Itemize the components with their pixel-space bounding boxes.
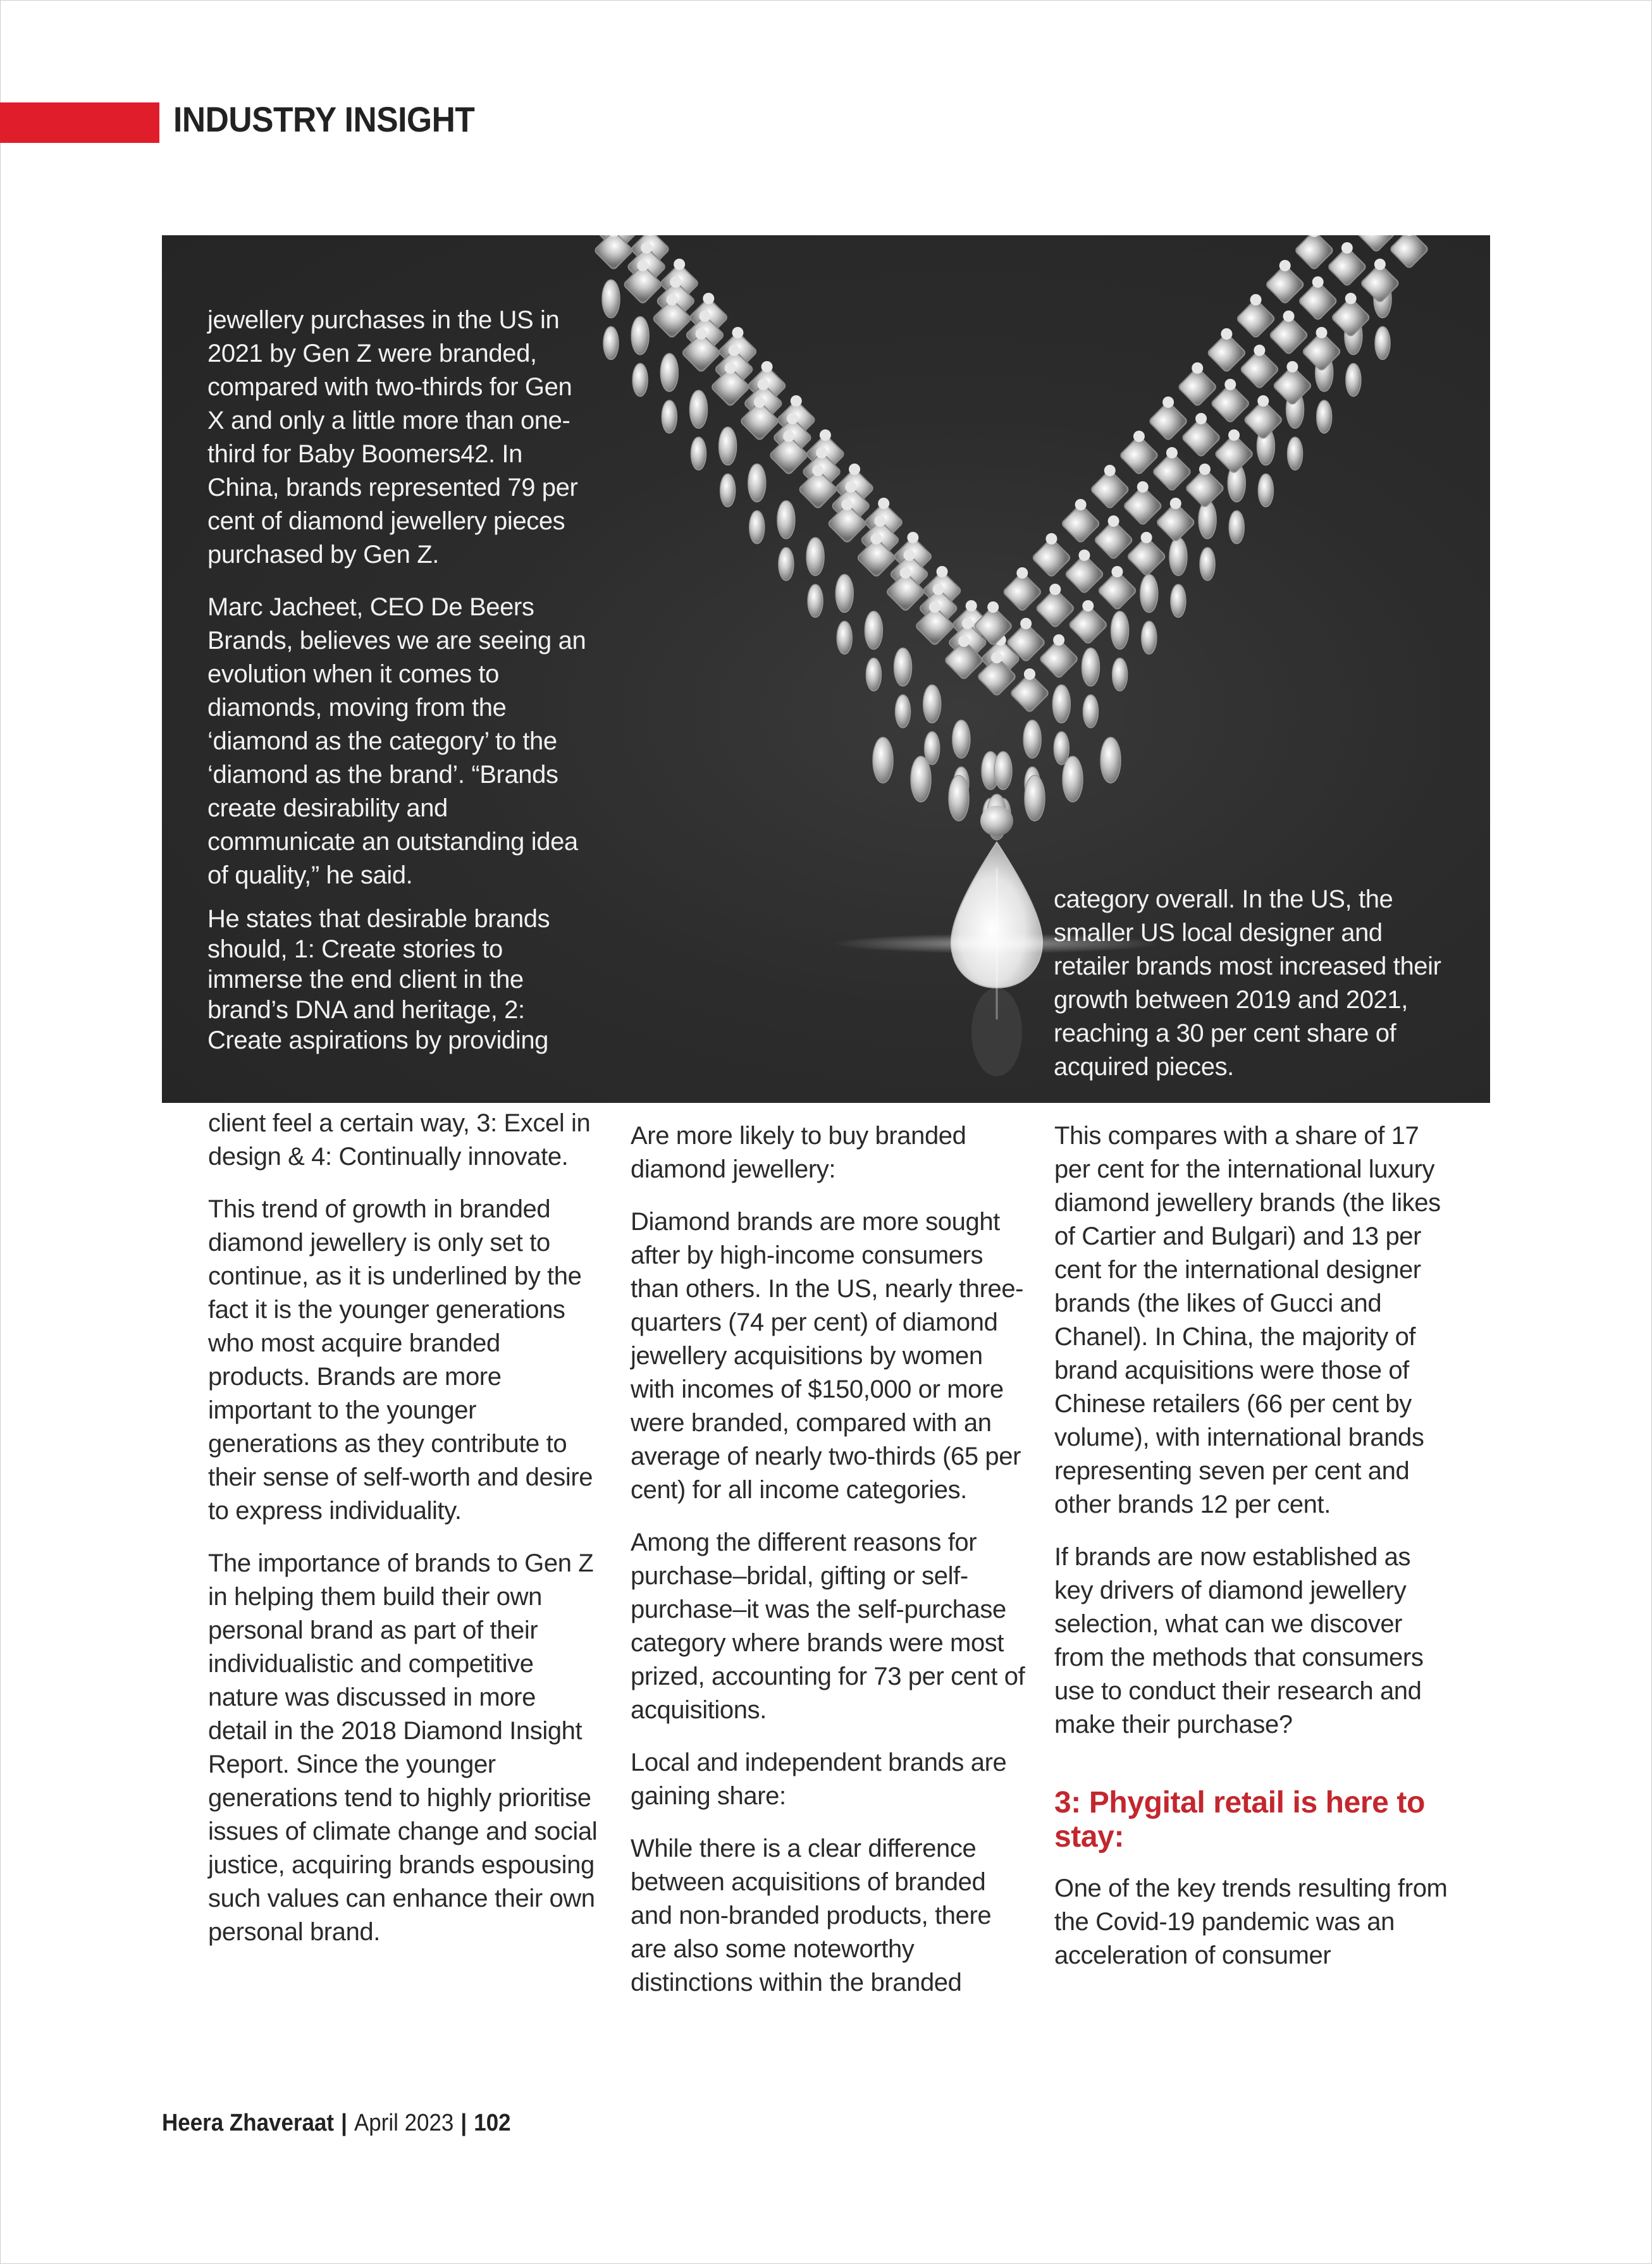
necklace-bead [1195,413,1207,424]
necklace-bead [1045,533,1057,544]
body-paragraph: Are more likely to buy branded diamond jewellery: [631,1122,966,1183]
necklace-drop-gem [837,621,852,654]
necklace-bead [1221,328,1232,340]
necklace-bead [1312,276,1324,288]
necklace-bead [874,515,885,527]
necklace-bead [1199,464,1211,475]
necklace-bead [1192,362,1203,374]
body-paragraph: Among the different reasons for purchase–bridal, gifting or self-purchase–it was the self-purchase category where brands were most prized, accounting for 73 per cent of acquisitions. [631,1529,1025,1724]
necklace-bead [1279,260,1291,271]
necklace-drop-gem [1169,538,1187,575]
necklace-bead [696,328,707,340]
necklace-bead [849,464,860,475]
column-1 [208,1107,600,1968]
necklace-bead [1104,465,1116,476]
necklace-drop-gem [1100,737,1121,783]
necklace-bead [791,395,802,407]
necklace-bead [725,362,736,374]
necklace-bead [1141,532,1152,543]
necklace-bead [1053,634,1064,646]
necklace-drop-gem [689,390,707,428]
footer-publication: Heera Zhaveraat [162,2110,335,2136]
necklace-drop-gem [1375,327,1390,360]
hero-paragraph: He states that desirable brands should, 1: Create stories to immerse the end client in the brand’s DNA and heritage, 2: Create aspirations by providing [207,905,550,1054]
necklace-bead [1374,259,1386,270]
necklace-bead [1078,550,1090,561]
necklace-square-gem [565,235,604,236]
necklace-bead [754,397,765,408]
necklace-drop-gem [1288,437,1303,470]
necklace-drop-gem [1199,501,1216,539]
necklace-bead [641,242,652,254]
necklace-bead [1224,379,1236,390]
necklace-bead [816,447,827,458]
necklace-bead [637,260,648,271]
necklace-drop-gem [1063,756,1083,802]
body-paragraph: While there is a clear difference between acquisitions of branded and non-branded products, there are also some noteworthy distinctions within the branded [631,1835,992,1996]
necklace-drop-gem [808,584,823,617]
necklace-drop-gem [1142,621,1157,654]
necklace-bead [845,481,856,493]
necklace-bead [1137,481,1149,493]
column-3 [1054,1119,1453,1991]
necklace-bead [1283,311,1295,322]
necklace-bead [729,345,740,356]
necklace-drop-gem [662,400,677,433]
necklace-drop-gem [911,756,931,802]
necklace-square-gem [1357,235,1396,252]
necklace-drop-gem [1229,511,1244,544]
necklace-bead [1016,567,1028,579]
necklace-bead [1345,293,1357,304]
necklace-drop-gem [925,732,940,765]
necklace-drop-gem [896,695,911,728]
necklace-bead [820,429,831,441]
page-footer: Heera Zhaveraat | April 2023 | 102 [162,2110,511,2136]
necklace-drop-gem [806,538,824,575]
body-paragraph: This trend of growth in branded diamond jewellery is only set to continue, as it is underlined by the fact it is the younger generations who most acquire branded products. Brands are more important to the younger generations as they contribute to their sense of self-worth and desire to express individuality. [208,1195,593,1525]
necklace-bead [958,636,970,647]
necklace-bead [732,327,743,338]
necklace-bead [1075,499,1087,510]
necklace-drop-gem [720,474,736,507]
necklace-bead [1133,431,1145,442]
section-title: INDUSTRY INSIGHT [173,99,475,139]
necklace-bead [871,533,882,544]
necklace-drop-gem [1052,685,1070,723]
necklace-square-gem [1390,235,1429,269]
section-subheading: 3: Phygital retail is here to stay: [1054,1786,1425,1854]
necklace-gems [565,235,1429,840]
necklace-bead [987,601,999,613]
necklace-drop-gem [1083,695,1098,728]
necklace-bead [1166,447,1178,458]
necklace-drop-gem [1258,474,1273,507]
necklace-bead [991,652,1002,663]
necklace-bead [1024,668,1035,680]
necklace-drop-gem [660,354,678,391]
body-paragraph: Diamond brands are more sought after by high-income consumers than others. In the US, nearly three-quarters (74 per cent) of diamond jewellery acquisitions by women with incomes of $150,000 or more were branded, compared with an average of nearly two-thirds (65 per cent) for all income categories. [631,1208,1024,1504]
necklace-bead [1108,515,1119,527]
necklace-drop-gem [894,648,912,686]
necklace-drop-gem [1023,720,1041,758]
necklace-drop-gem [835,574,853,612]
pendant-link [980,806,1013,836]
necklace-bead [761,361,773,372]
necklace-drop-gem [779,548,794,581]
body-paragraph: client feel a certain way, 3: Excel in design & 4: Continually innovate. [208,1109,591,1171]
necklace-bead [841,499,853,510]
necklace-bead [1020,618,1032,629]
necklace-drop-gem [1140,574,1158,612]
necklace-bead [933,584,944,595]
necklace-bead [962,618,973,629]
necklace-drop-gem [873,737,893,783]
necklace-bead [783,431,794,442]
necklace-drop-gem [602,280,620,318]
necklace-bead [1228,429,1240,441]
necklace-drop-gem [994,752,1012,790]
necklace-drop-gem [719,427,737,465]
necklace-bead [674,259,685,270]
necklace-square-gem [1324,235,1363,236]
necklace-square-gem [1295,235,1334,270]
necklace-bead [1250,294,1262,305]
necklace-drop-gem [952,720,970,758]
necklace-bead [1316,327,1328,338]
necklace-drop-gem [631,317,649,355]
necklace-bead [966,600,977,612]
necklace-bead [929,601,940,613]
necklace-drop-gem [865,612,882,649]
hero-paragraph: jewellery purchases in the US in 2021 by Gen Z were branded, compared with two-thirds for Gen X and only a little more than one-third for Baby Boomers42. In China, brands represented 79 per cent of diamond jewellery pieces purchased by Gen Z. [207,306,578,569]
necklace-drop-gem [1111,612,1129,649]
section-accent-bar [0,102,159,143]
necklace-bead [758,379,769,390]
necklace-drop-gem [749,511,765,544]
necklace-drop-gem [923,685,941,723]
necklace-drop-gem [691,437,706,470]
body-paragraph: If brands are now established as key drivers of diamond jewellery selection, what can we discover from the methods that consumers use to conduct their research and make their purchase? [1054,1543,1424,1738]
necklace-bead [1170,498,1181,509]
necklace-drop-gem [632,364,648,397]
necklace-drop-gem [1346,364,1361,397]
necklace-bead [1082,600,1094,612]
necklace-drop-gem [1054,732,1069,765]
necklace-drop-gem [866,658,881,691]
hero-text-right [1054,883,1446,1103]
body-paragraph: This compares with a share of 17 per cent for the international luxury diamond jewellery brands (the likes of Cartier and Bulgari) and 13 per cent for the international designer brands (the likes of Gucci and Chanel). In China, the majority of brand acquisitions were those of Chinese retailers (66 per cent by volume), with international brands representing seven per cent and other brands 12 per cent. [1054,1122,1441,1518]
necklace-drop-gem [1317,400,1332,433]
necklace-drop-gem [777,501,795,539]
body-paragraph: The importance of brands to Gen Z in helping them build their own personal brand as part of their individualistic and competitive nature was discussed in more detail in the 2018 Diamond Insight Report. Since the younger generations tend to highly prioritise issues of climate change and social justice, acquiring brands espousing such values can enhance their own personal brand. [208,1549,598,1946]
necklace-bead [1257,395,1269,407]
necklace-bead [1286,361,1298,372]
hero-paragraph: category overall. In the US, the smaller US local designer and retailer brands most increased their growth between 2019 and 2021, reaching a 30 per cent share of acquired pieces. [1054,885,1441,1081]
necklace-drop-gem [1200,548,1215,581]
necklace-drop-gem [1082,648,1099,686]
body-paragraph: Local and independent brands are gaining share: [631,1749,1007,1810]
necklace-bead [1162,397,1174,408]
necklace-bead [1254,345,1265,356]
necklace-bead [1341,242,1353,254]
footer-page-number: 102 [474,2110,511,2136]
necklace-bead [670,276,681,288]
necklace-bead [699,311,710,322]
necklace-drop-gem [603,327,619,360]
necklace-drop-gem [748,464,766,502]
necklace-bead [703,293,714,304]
footer-date: April 2023 [354,2110,454,2136]
necklace-bead [907,532,918,543]
necklace-bead [787,413,798,424]
necklace-bead [812,465,823,476]
necklace-drop-gem [1113,658,1128,691]
necklace-bead [878,498,889,509]
necklace-bead [1111,566,1123,577]
hero-paragraph: Marc Jacheet, CEO De Beers Brands, believes we are seeing an evolution when it comes to diamonds, moving from the ‘diamond as the category’ to the ‘diamond as the brand’. “Brands create desirability and communicate an outstanding idea of quality,” he said. [207,593,586,889]
necklace-bead [900,567,911,579]
necklace-bead [904,550,915,561]
body-paragraph: One of the key trends resulting from the Covid-19 pandemic was an acceleration of consumer [1054,1874,1448,1969]
necklace-bead [937,566,948,577]
necklace-bead [1049,584,1061,595]
column-2 [631,1119,1029,2019]
necklace-drop-gem [949,775,969,821]
hero-necklace-image [162,235,1490,1103]
hero-text-left [207,304,587,1074]
necklace-drop-gem [1171,584,1186,617]
necklace-drop-gem [1025,775,1045,821]
necklace-bead [666,294,677,305]
